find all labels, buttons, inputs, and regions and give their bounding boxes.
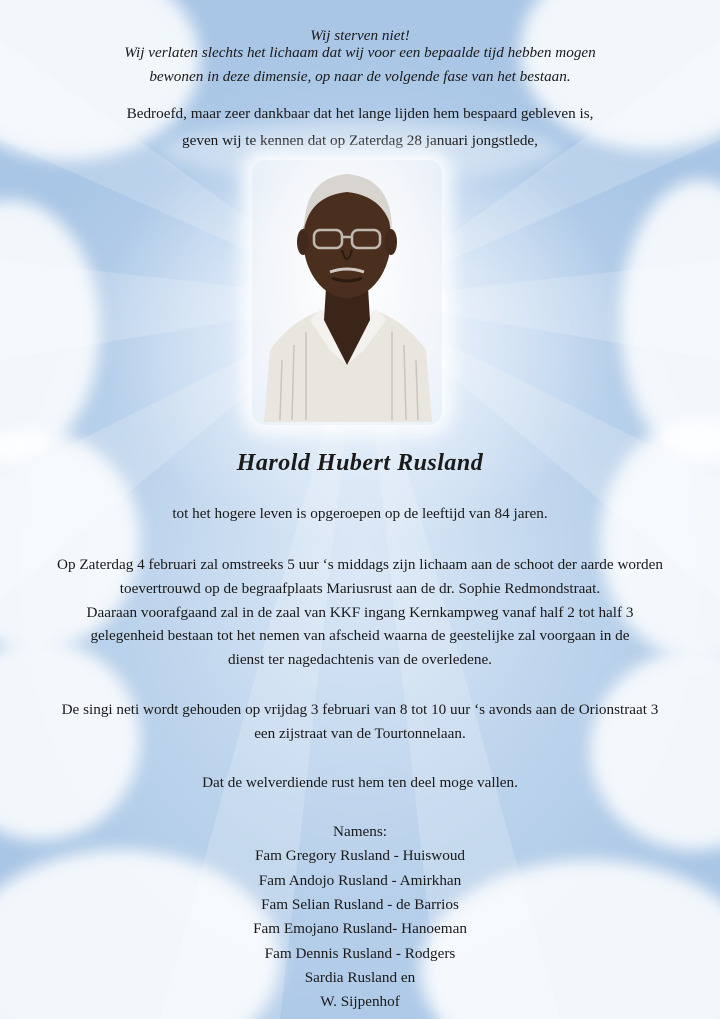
quote-line-1: Wij sterven niet! [310, 27, 410, 44]
signatory-name: Fam Andojo Rusland - Amirkhan [258, 872, 462, 889]
closing-line: Dat de welverdiende rust hem ten deel moge vallen. [202, 774, 518, 791]
deceased-name: Harold Hubert Rusland [236, 450, 484, 476]
announcement-line-2: geven wij te kennen dat op Zaterdag 28 januari jongstlede, [182, 132, 538, 149]
signatory-name: Fam Selian Rusland - de Barrios [261, 896, 459, 913]
funeral-line-2: toevertrouwd op de begraafplaats Mariusrust aan de dr. Sophie Redmondstraat. [119, 580, 601, 597]
funeral-line-4: gelegenheid bestaan tot het nemen van afscheid waarna de geestelijke zal voorgaan in de [90, 627, 630, 644]
quote-line-3: bewonen in deze dimensie, op naar de volgende fase van het bestaan. [149, 68, 571, 85]
funeral-line-1: Op Zaterdag 4 februari zal omstreeks 5 uur ‘s middags zijn lichaam aan de schoot der aarde worden [56, 556, 663, 573]
funeral-line-5: dienst ter nagedachtenis van de overledene. [228, 651, 492, 668]
signatories-label: Namens: [333, 823, 387, 840]
signatory-name: Fam Emojano Rusland- Hanoeman [253, 920, 467, 937]
signatory-name: Fam Gregory Rusland - Huiswoud [254, 847, 466, 864]
announcement-line-1: Bedroefd, maar zeer dankbaar dat het lange lijden hem bespaard gebleven is, [126, 105, 594, 122]
portrait-illustration [252, 160, 442, 425]
singi-neti-line-2: een zijstraat van de Tourtonnelaan. [254, 725, 466, 742]
age-line: tot het hogere leven is opgeroepen op de leeftijd van 84 jaren. [172, 505, 548, 522]
singi-neti-line-1: De singi neti wordt gehouden op vrijdag 3 februari van 8 tot 10 uur ‘s avonds aan de Orionstraat 3 [61, 701, 659, 718]
signatory-name: W. Sijpenhof [320, 993, 400, 1010]
signatory-name: Fam Dennis Rusland - Rodgers [264, 945, 456, 962]
quote-line-2: Wij verlaten slechts het lichaam dat wij voor een bepaalde tijd hebben mogen [124, 44, 596, 61]
signatory-name: Sardia Rusland en [304, 969, 416, 986]
funeral-line-3: Daaraan voorafgaand zal in de zaal van KKF ingang Kernkampweg vanaf half 2 tot half 3 [86, 604, 634, 621]
portrait-photo [252, 160, 442, 425]
